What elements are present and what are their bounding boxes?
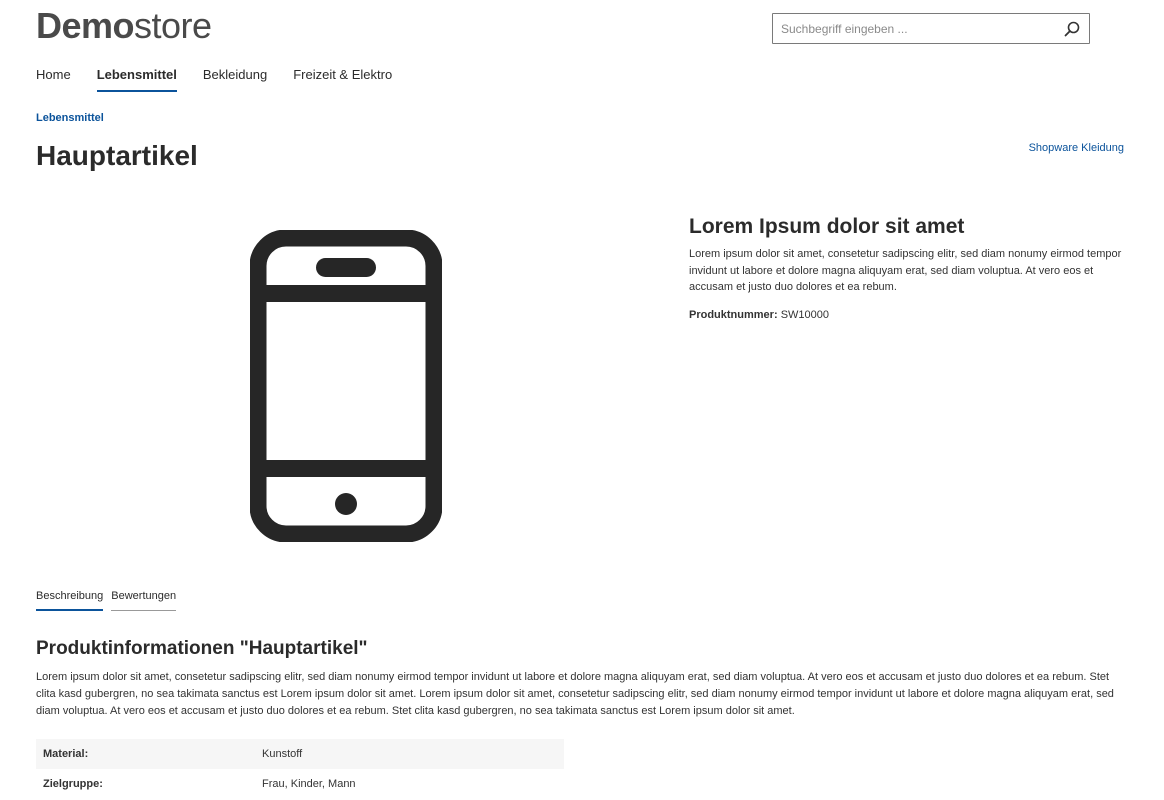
search-icon[interactable] [1063,20,1081,38]
breadcrumb[interactable]: Lebensmittel [36,112,104,124]
logo-light-text: store [134,5,212,46]
search-box [772,13,1090,44]
table-row [36,739,564,769]
tab-beschreibung[interactable]: Beschreibung [36,589,103,611]
manufacturer-link[interactable]: Shopware Kleidung [1028,142,1124,154]
nav-item-home[interactable]: Home [36,67,71,82]
property-value: Kunstoff [255,739,564,769]
product-short-description: Lorem ipsum dolor sit amet, consetetur sadipscing elitr, sed diam nonumy eirmod tempor invidunt ut labore et dolore magna aliquyam erat, sed diam voluptua. At vero eos et accusam et justo duo dolores et ea rebum. [689,248,1122,293]
page-title: Hauptartikel [36,140,198,171]
properties-table [36,739,564,799]
main-navigation [36,66,418,92]
nav-item-bekleidung[interactable]: Bekleidung [202,67,268,82]
search-input[interactable] [773,14,1053,43]
tab-bewertungen[interactable]: Bewertungen [111,589,176,611]
table-row [36,769,564,799]
product-number-label: Produktnummer: [689,308,778,321]
product-name: Lorem Ipsum dolor sit amet [689,215,965,238]
logo-bold-text: Demo [36,5,135,46]
description-heading: Produktinformationen "Hauptartikel" [36,638,368,659]
property-key: Material: [36,739,255,769]
property-value: Frau, Kinder, Mann [262,778,356,790]
product-buybox [689,212,1125,321]
property-key: Zielgruppe: [43,778,103,790]
product-number-value: SW10000 [780,308,829,321]
product-number [689,309,1125,321]
product-tabs [36,589,184,611]
nav-item-lebensmittel[interactable]: Lebensmittel [97,66,177,92]
nav-item-freizeit-elektro[interactable]: Freizeit & Elektro [293,67,393,82]
product-description [36,636,1126,719]
smartphone-icon[interactable] [250,230,442,542]
store-logo[interactable] [36,6,212,46]
description-text: Lorem ipsum dolor sit amet, consetetur sadipscing elitr, sed diam nonumy eirmod tempor invidunt ut labore et dolore magna aliquyam erat, sed diam voluptua. At vero eos et accusam et justo duo dolores et ea rebum. Stet clita kasd gubergren, no sea takimata sanctus est Lorem ipsum dolor sit amet. Lorem ipsum dolor sit amet, consetetur sadipscing elitr, sed diam nonumy eirmod tempor invidunt ut labore et dolore magna aliquyam erat, sed diam voluptua. At vero eos et accusam et justo duo dolores et ea rebum. Stet clita kasd gubergren, no sea takimata sanctus est Lorem ipsum dolor sit amet. [36,671,1114,717]
